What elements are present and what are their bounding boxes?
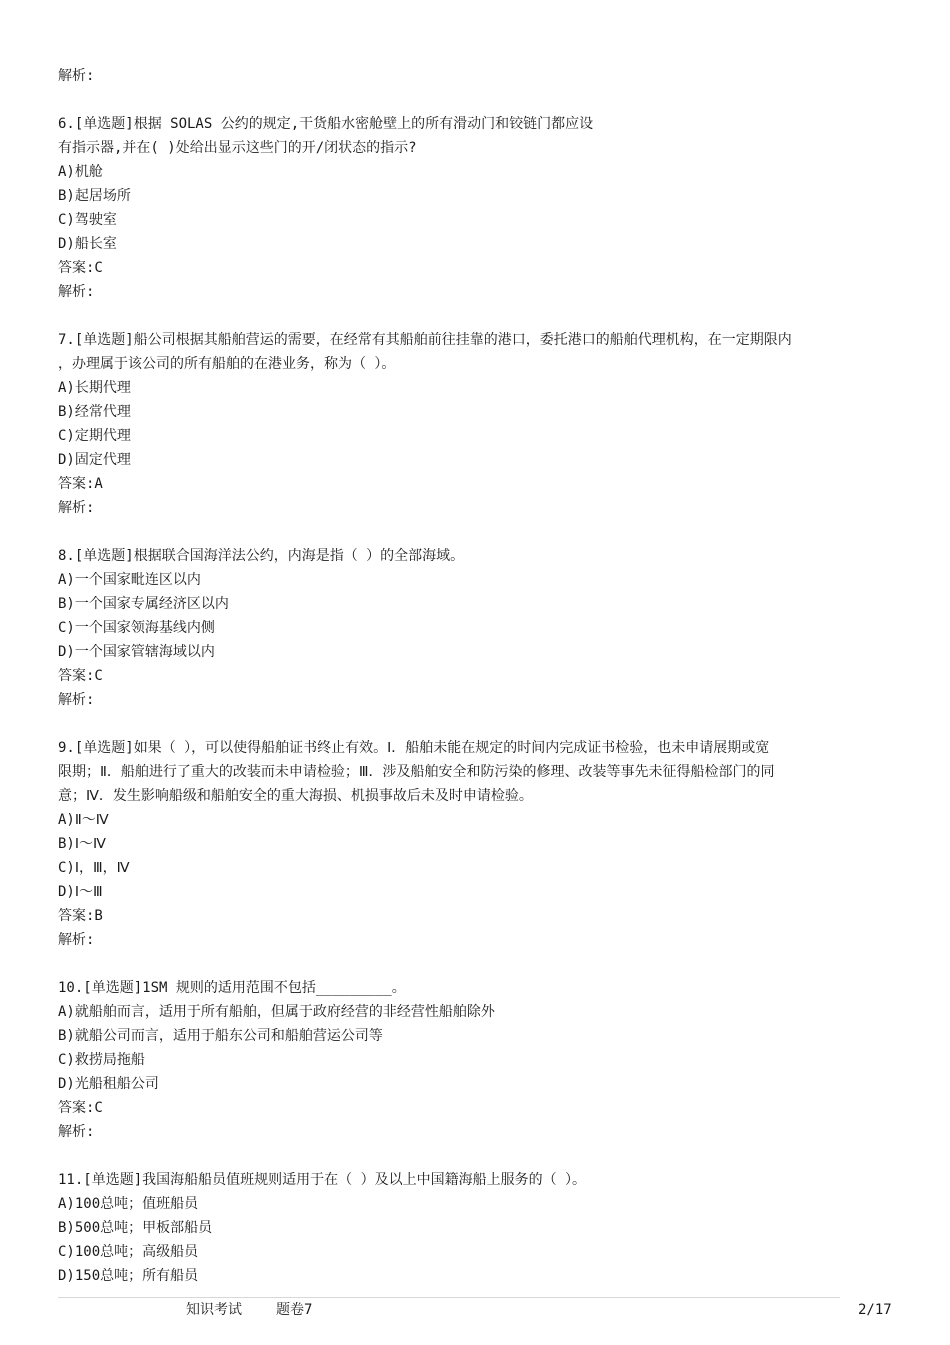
question-text: 6.[单选题]根据 SOLAS 公约的规定,干货船水密舱壁上的所有滑动门和铰链门都应设 xyxy=(58,116,594,132)
option-c: C)定期代理 xyxy=(58,428,131,444)
question-text: 7.[单选题]船公司根据其船舶营运的需要，在经常有其船舶前往挂靠的港口，委托港口的船舶代理机构，在一定期限内 xyxy=(58,332,792,348)
option-a: A)长期代理 xyxy=(58,380,131,396)
option-d: D)光船租船公司 xyxy=(58,1076,159,1092)
option-b: B)500总吨；甲板部船员 xyxy=(58,1220,213,1236)
option-a: A)100总吨；值班船员 xyxy=(58,1196,199,1212)
option-b: B)经常代理 xyxy=(58,404,131,420)
analysis-label: 解析: xyxy=(58,692,95,708)
option-d: D)船长室 xyxy=(58,236,117,252)
question-text: 9.[单选题]如果（ ），可以使得船舶证书终止有效。Ⅰ．船舶未能在规定的时间内完成证书检验，也未申请展期或宽 xyxy=(58,740,770,756)
option-d: D)一个国家管辖海域以内 xyxy=(58,644,215,660)
question-item xyxy=(58,112,898,304)
question-text: 10.[单选题]1SM 规则的适用范围不包括_________。 xyxy=(58,980,406,996)
question-text: 限期；Ⅱ．船舶进行了重大的改装而未申请检验；Ⅲ．涉及船舶安全和防污染的修理、改装等事先未征得船检部门的同 xyxy=(58,764,775,780)
question-text: ，办理属于该公司的所有船舶的在港业务，称为（ ）。 xyxy=(58,356,396,372)
option-c: C)一个国家领海基线内侧 xyxy=(58,620,215,636)
option-b: B)就船公司而言，适用于船东公司和船舶营运公司等 xyxy=(58,1028,383,1044)
analysis-label: 解析: xyxy=(58,1124,95,1140)
footer-title xyxy=(186,1298,312,1322)
option-a: A)机舱 xyxy=(58,164,103,180)
option-a: A)就船舶而言，适用于所有船舶，但属于政府经营的非经营性船舶除外 xyxy=(58,1004,495,1020)
question-text: 有指示器,并在( )处给出显示这些门的开/闭状态的指示? xyxy=(58,140,417,156)
answer-line: 答案:A xyxy=(58,476,103,492)
option-d: D)Ⅰ～Ⅲ xyxy=(58,884,103,900)
option-a: A)Ⅱ～Ⅳ xyxy=(58,812,109,828)
footer-paper-name: 题卷7 xyxy=(276,1302,313,1318)
analysis-label: 解析: xyxy=(58,932,95,948)
option-b: B)Ⅰ～Ⅳ xyxy=(58,836,106,852)
question-item xyxy=(58,1168,898,1288)
analysis-label: 解析: xyxy=(58,68,95,84)
option-d: D)150总吨；所有船员 xyxy=(58,1268,199,1284)
question-text: 意；Ⅳ．发生影响船级和船舶安全的重大海损、机损事故后未及时申请检验。 xyxy=(58,788,533,804)
option-c: C)驾驶室 xyxy=(58,212,117,228)
question-item xyxy=(58,328,898,520)
answer-line: 答案:C xyxy=(58,1100,103,1116)
option-c: C)救捞局拖船 xyxy=(58,1052,145,1068)
option-d: D)固定代理 xyxy=(58,452,131,468)
answer-line: 答案:C xyxy=(58,668,103,684)
page-number: 2/17 xyxy=(858,1302,892,1318)
question-item xyxy=(58,544,898,712)
footer-divider xyxy=(58,1297,840,1298)
answer-line: 答案:B xyxy=(58,908,103,924)
question-item xyxy=(58,976,898,1144)
option-c: C)100总吨；高级船员 xyxy=(58,1244,199,1260)
document-page xyxy=(58,64,898,1288)
question-text: 8.[单选题]根据联合国海洋法公约，内海是指（ ）的全部海域。 xyxy=(58,548,465,564)
footer-exam-name: 知识考试 xyxy=(186,1302,242,1318)
question-item xyxy=(58,736,898,952)
answer-line: 答案:C xyxy=(58,260,103,276)
analysis-label: 解析: xyxy=(58,284,95,300)
question-text: 11.[单选题]我国海船船员值班规则适用于在（ ）及以上中国籍海船上服务的（ ）。 xyxy=(58,1172,586,1188)
analysis-label: 解析: xyxy=(58,500,95,516)
option-b: B)一个国家专属经济区以内 xyxy=(58,596,229,612)
option-c: C)Ⅰ，Ⅲ，Ⅳ xyxy=(58,860,130,876)
option-b: B)起居场所 xyxy=(58,188,131,204)
option-a: A)一个国家毗连区以内 xyxy=(58,572,201,588)
